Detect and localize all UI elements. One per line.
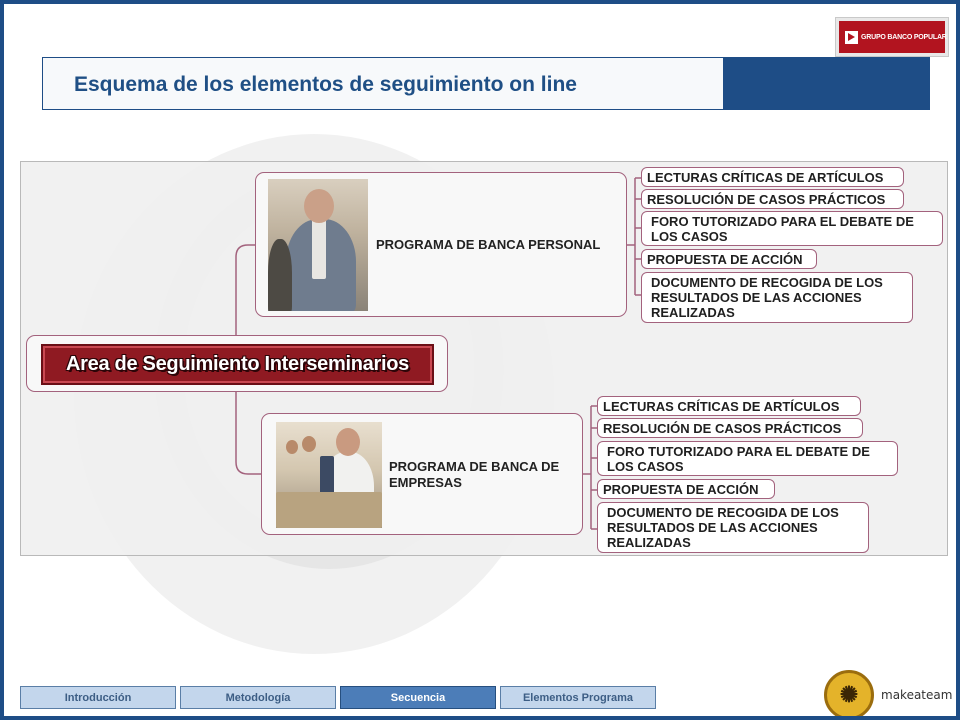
leaf-empresas-propuesta: PROPUESTA DE ACCIÓN [597, 479, 775, 499]
page-title: Esquema de los elementos de seguimiento on line [74, 73, 577, 96]
leaf-personal-lecturas: LECTURAS CRÍTICAS DE ARTÍCULOS [641, 167, 904, 187]
program-label-banca-empresas: PROGRAMA DE BANCA DE EMPRESAS [389, 459, 560, 490]
connector-root-bottom [236, 392, 261, 474]
tab-elementos-programa[interactable]: Elementos Programa [500, 686, 656, 709]
banco-popular-logo [836, 18, 948, 56]
tab-metodologia[interactable]: Metodología [180, 686, 336, 709]
connector-root-top [236, 245, 255, 335]
root-node-banner [41, 344, 434, 385]
program-node-banca-personal [255, 172, 627, 317]
program-label-banca-personal: PROGRAMA DE BANCA PERSONAL [376, 237, 601, 252]
title-bar [42, 57, 930, 110]
connector-bottom-trunk [583, 406, 597, 529]
leaf-empresas-lecturas: LECTURAS CRÍTICAS DE ARTÍCULOS [597, 396, 861, 416]
logo-arrow-icon [845, 31, 858, 44]
logo-text: GRUPO BANCO POPULAR [861, 33, 947, 41]
leaf-personal-foro: FORO TUTORIZADO PARA EL DEBATE DE LOS CASOS [641, 211, 943, 246]
root-node-label: Area de Seguimiento Interseminarios [66, 353, 409, 375]
tab-introduccion[interactable]: Introducción [20, 686, 176, 709]
mind-map-diagram [20, 161, 948, 556]
leaf-empresas-resolucion: RESOLUCIÓN DE CASOS PRÁCTICOS [597, 418, 863, 438]
businessman-photo [268, 179, 368, 311]
program-node-banca-empresas [261, 413, 583, 535]
leaf-empresas-documento: DOCUMENTO DE RECOGIDA DE LOS RESULTADOS DE LAS ACCIONES REALIZADAS [597, 502, 869, 553]
root-node [26, 335, 448, 392]
bottom-navigation [20, 686, 656, 709]
makeateam-logo [822, 668, 952, 720]
connector-top-trunk [627, 178, 641, 295]
leaf-personal-documento: DOCUMENTO DE RECOGIDA DE LOS RESULTADOS DE LAS ACCIONES REALIZADAS [641, 272, 913, 323]
title-bar-accent [723, 58, 929, 109]
makeateam-name: makeateam [881, 688, 953, 702]
business-team-photo [276, 422, 382, 528]
makeateam-badge-icon: ✺ [824, 670, 874, 720]
tab-secuencia[interactable]: Secuencia [340, 686, 496, 709]
leaf-empresas-foro: FORO TUTORIZADO PARA EL DEBATE DE LOS CASOS [597, 441, 898, 476]
leaf-personal-propuesta: PROPUESTA DE ACCIÓN [641, 249, 817, 269]
leaf-personal-resolucion: RESOLUCIÓN DE CASOS PRÁCTICOS [641, 189, 904, 209]
